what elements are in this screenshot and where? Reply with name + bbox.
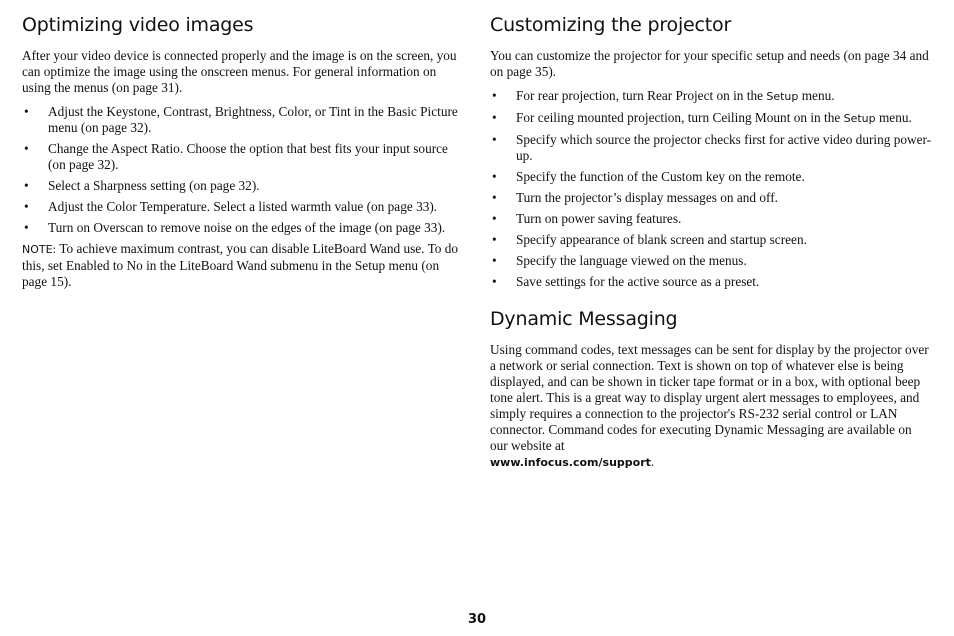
support-link[interactable]: www.infocus.com/support xyxy=(490,456,651,469)
customizing-bullet-list xyxy=(490,88,932,290)
list-item: • Specify the function of the Custom key on the remote. xyxy=(490,169,932,185)
list-item: • For rear projection, turn Rear Project on in the Setup menu. xyxy=(490,88,932,105)
list-item: • Specify appearance of blank screen and startup screen. xyxy=(490,232,932,248)
right-column xyxy=(490,14,932,479)
list-item: • Change the Aspect Ratio. Choose the option that best fits your input source (on page 32). xyxy=(22,141,462,173)
list-item: • For ceiling mounted projection, turn Ceiling Mount on in the Setup menu. xyxy=(490,110,932,127)
setup-menu-label: Setup xyxy=(843,112,876,125)
list-item: • Turn the projector’s display messages on and off. xyxy=(490,190,932,206)
list-item: • Specify the language viewed on the menus. xyxy=(490,253,932,269)
optimizing-bullet-list xyxy=(22,104,462,236)
note-text: To achieve maximum contrast, you can disable LiteBoard Wand use. To do this, set Enabled to No in the LiteBoard Wand submenu in the Setup menu (on page 15). xyxy=(22,241,459,289)
list-item: • Save settings for the active source as a preset. xyxy=(490,274,932,290)
section-title-optimizing: Optimizing video images xyxy=(22,14,254,36)
list-item: • Turn on Overscan to remove noise on the edges of the image (on page 33). xyxy=(22,220,462,236)
note-paragraph xyxy=(22,241,462,290)
intro-paragraph: You can customize the projector for your specific setup and needs (on page 34 and on page 35). xyxy=(490,48,929,79)
page-number: 30 xyxy=(467,612,487,627)
dynamic-messaging-paragraph: Using command codes, text messages can be sent for display by the projector over a network or serial connection. Text is shown on top of whatever else is being displayed, and can be shown in ticker tape format or in a box, with optional beep tone alert. This is a great way to display urgent alert messages to employees, and simply requires a connection to the projector's RS-232 serial control or LAN connector. Command codes for executing Dynamic Messaging are available on our website at www.infocus.com/support. xyxy=(490,342,929,469)
intro-paragraph: After your video device is connected properly and the image is on the screen, you can optimize the image using the onscreen menus. For general information on using the menus (on page 31). xyxy=(22,48,457,95)
list-item: • Specify which source the projector checks first for active video during power-up. xyxy=(490,132,932,164)
list-item: • Adjust the Color Temperature. Select a listed warmth value (on page 33). xyxy=(22,199,462,215)
section-title-customizing: Customizing the projector xyxy=(490,14,732,36)
note-label: NOTE: xyxy=(22,243,57,256)
list-item: • Turn on power saving features. xyxy=(490,211,932,227)
left-column xyxy=(22,14,462,298)
section-title-dynamic-messaging: Dynamic Messaging xyxy=(490,308,678,330)
list-item: • Select a Sharpness setting (on page 32). xyxy=(22,178,462,194)
setup-menu-label: Setup xyxy=(766,90,799,103)
list-item: • Adjust the Keystone, Contrast, Brightness, Color, or Tint in the Basic Picture menu (on page 32). xyxy=(22,104,462,136)
